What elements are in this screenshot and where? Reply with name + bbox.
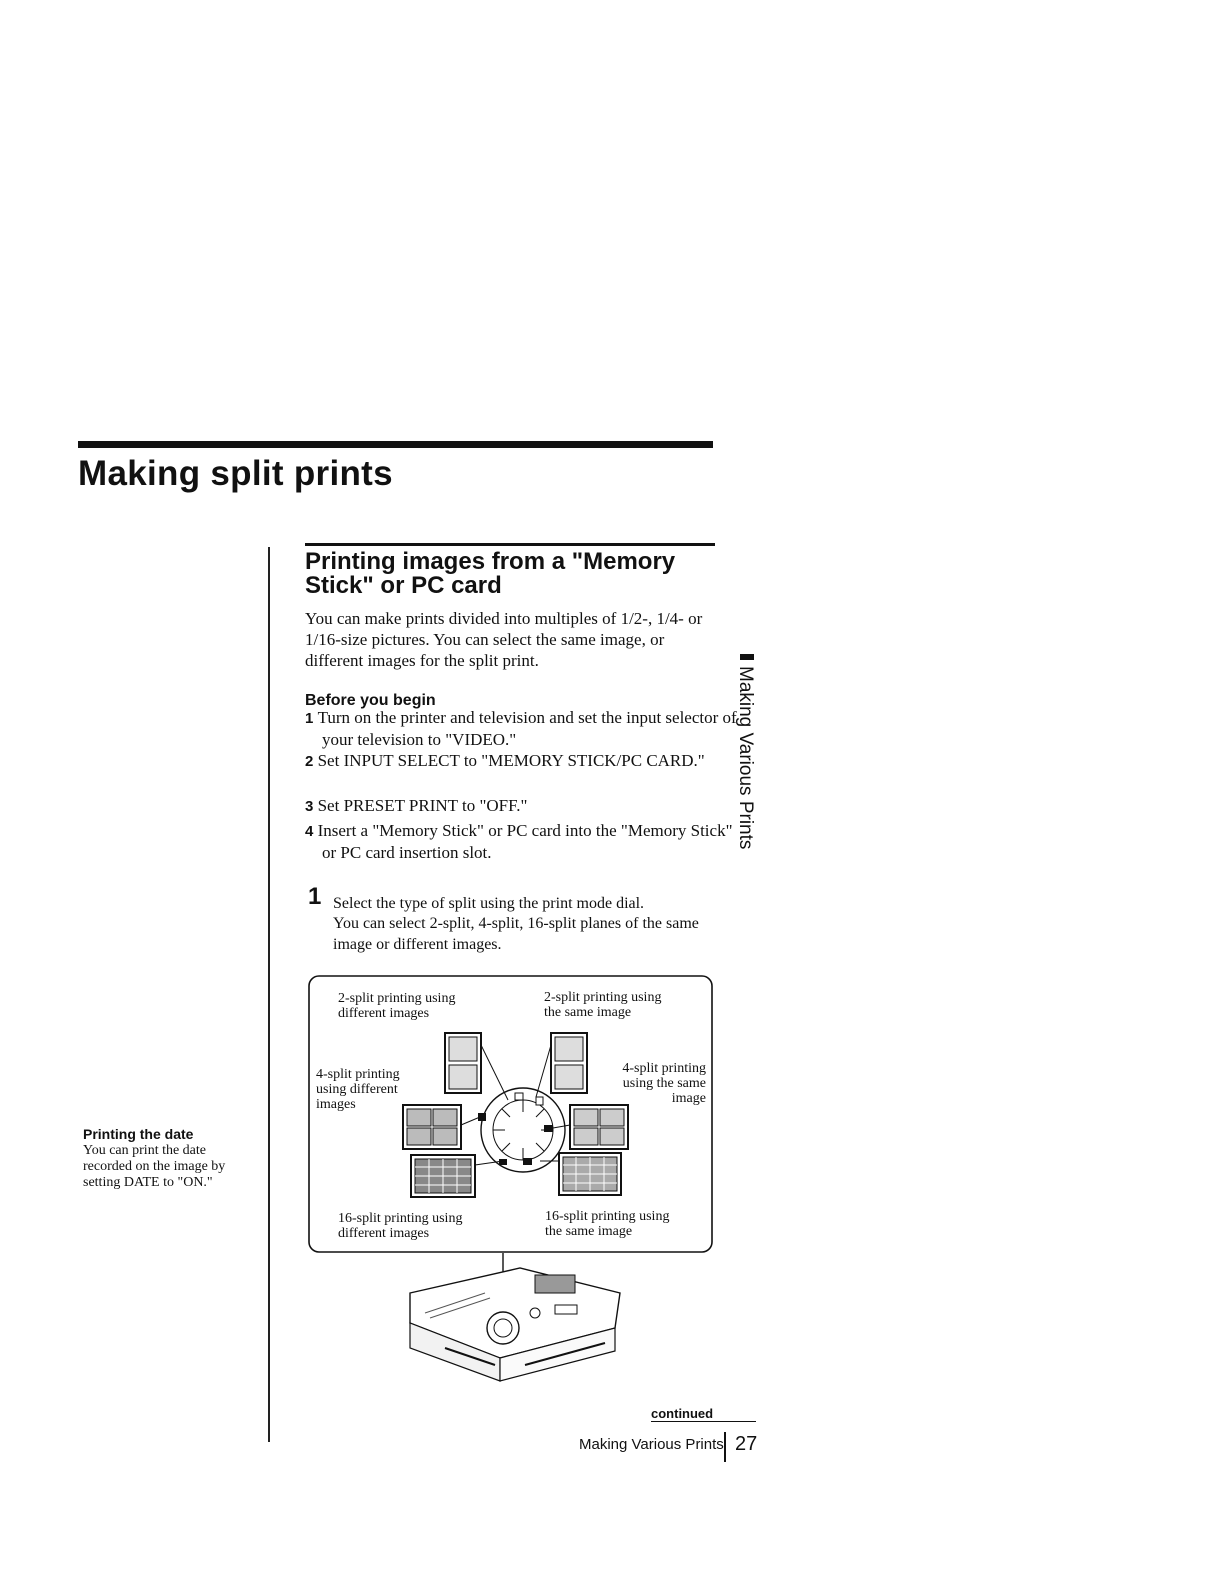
caption-line: images	[316, 1097, 356, 1112]
step-text: Set PRESET PRINT to "OFF."	[317, 796, 528, 815]
print-mode-dial-diagram	[308, 975, 713, 1253]
prep-step-2	[305, 750, 742, 772]
caption-line: image	[671, 1091, 706, 1106]
prep-step-4	[305, 820, 742, 863]
caption-line: the same image	[544, 1005, 632, 1020]
column-divider	[268, 547, 270, 1442]
chapter-side-tab-label: Making Various Prints	[735, 666, 756, 850]
caption-line: different images	[338, 1226, 430, 1241]
caption-line: different images	[338, 1006, 430, 1021]
caption-line: 2-split printing using	[544, 990, 662, 1005]
caption-line: 2-split printing using	[338, 991, 456, 1006]
page-title: Making split prints	[78, 454, 393, 493]
step-1-detail: You can select 2-split, 4-split, 16-split planes of the same image or different images.	[333, 915, 699, 953]
section-rule	[305, 543, 715, 546]
caption-4split-same	[606, 1061, 706, 1106]
step-text: Set INPUT SELECT to "MEMORY STICK/PC CARD."	[317, 751, 705, 770]
before-you-begin-heading: Before you begin	[305, 692, 436, 709]
printer-illustration	[405, 1253, 630, 1388]
step-text: Insert a "Memory Stick" or PC card into the "Memory Stick" or PC card insertion slot.	[317, 821, 733, 862]
step-1-text: Select the type of split using the print mode dial.	[333, 895, 645, 912]
caption-line: 16-split printing using	[338, 1211, 463, 1226]
caption-2split-different	[338, 991, 455, 1021]
page-number: 27	[735, 1433, 758, 1455]
caption-16split-different	[338, 1211, 462, 1241]
footer-divider	[724, 1432, 726, 1462]
step-number: 1	[305, 710, 314, 727]
caption-16split-same	[545, 1209, 669, 1239]
step-number: 4	[305, 823, 314, 840]
sidenote-text: You can print the date recorded on the image by setting DATE to "ON."	[83, 1143, 226, 1190]
prep-step-1	[305, 707, 742, 750]
prep-step-3	[305, 795, 742, 817]
footer-section-name: Making Various Prints	[579, 1436, 724, 1453]
step-number: 2	[305, 753, 314, 770]
heading-rule	[78, 441, 713, 448]
continued-label: continued	[651, 1406, 714, 1421]
intro-paragraph: You can make prints divided into multiples of 1/2-, 1/4- or 1/16-size pictures. You can select the same image, or different images for the split print.	[305, 609, 703, 670]
caption-line: using the same	[622, 1076, 706, 1091]
caption-line: the same image	[545, 1224, 633, 1239]
tab-marker	[740, 654, 754, 660]
step-1-number: 1	[308, 883, 322, 910]
caption-line: using different	[316, 1082, 398, 1097]
continued-rule	[651, 1421, 756, 1422]
caption-2split-same	[544, 990, 661, 1020]
caption-line: 4-split printing	[316, 1067, 400, 1082]
section-title: Printing images from a "Memory Stick" or PC card	[305, 548, 676, 599]
step-text: Turn on the printer and television and set the input selector of your television to "VIDEO."	[317, 708, 737, 749]
caption-line: 16-split printing using	[545, 1209, 670, 1224]
step-number: 3	[305, 798, 314, 815]
chapter-side-tab	[736, 654, 760, 864]
caption-line: 4-split printing	[622, 1061, 706, 1076]
caption-4split-different	[316, 1067, 400, 1112]
sidenote-heading: Printing the date	[83, 1126, 194, 1142]
